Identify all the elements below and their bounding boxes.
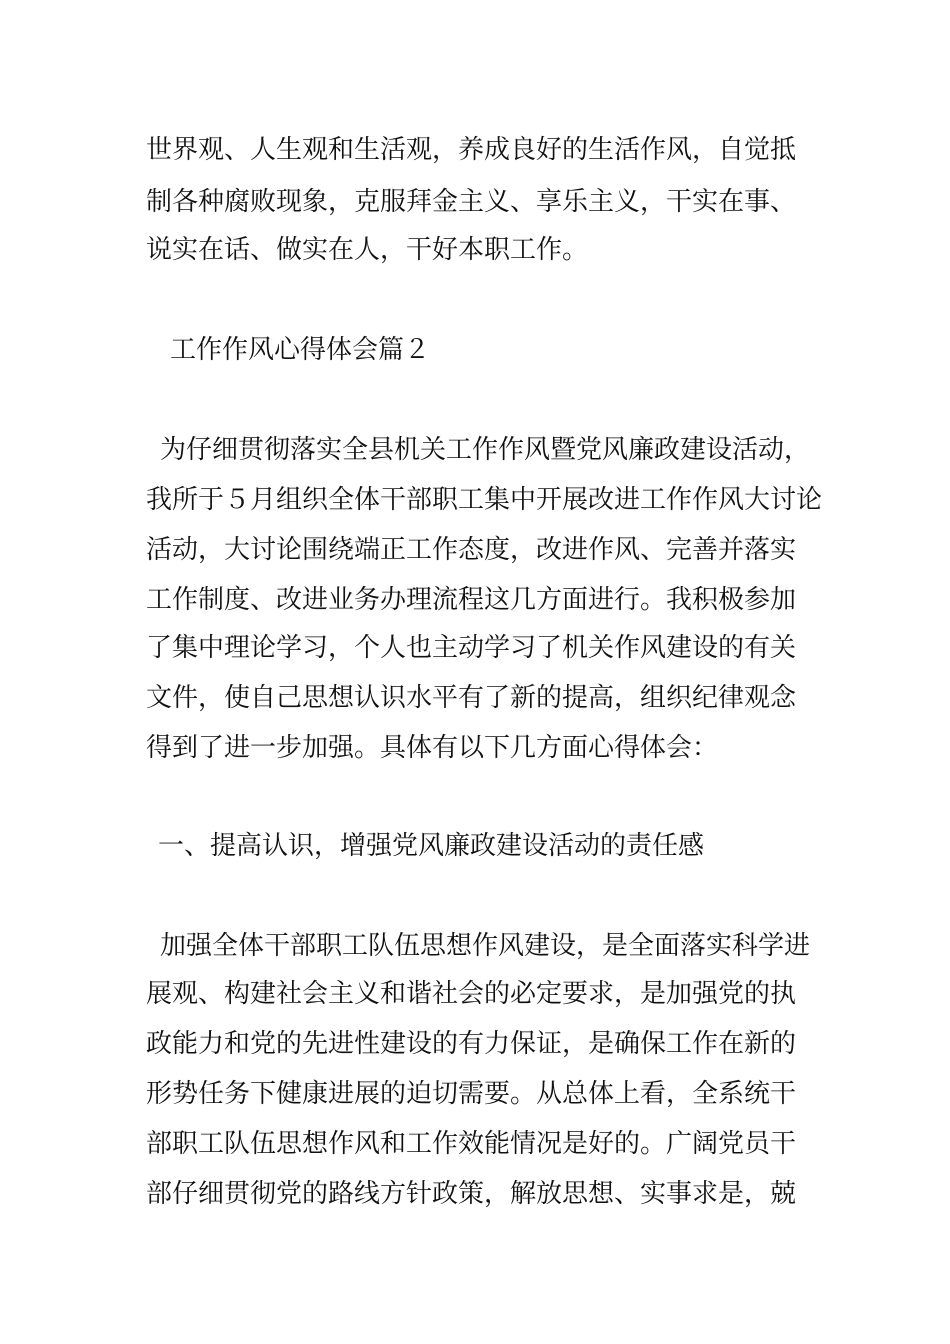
paragraph-line: 部职工队伍思想作风和工作效能情况是好的。广阔党员干 [146, 1129, 797, 1159]
paragraph-line: 加强全体干部职工队伍思想作风建设，是全面落实科学进 [160, 931, 811, 961]
paragraph-line: 展观、构建社会主义和谐社会的必定要求，是加强党的执 [146, 979, 797, 1009]
subheading: 一、提高认识，增强党风廉政建设活动的责任感 [158, 831, 705, 861]
paragraph-line: 得到了进一步加强。具体有以下几方面心得体会： [146, 733, 719, 763]
paragraph-line: 文件，使自己思想认识水平有了新的提高，组织纪律观念 [146, 683, 797, 713]
paragraph-line: 了集中理论学习，个人也主动学习了机关作风建设的有关 [146, 633, 797, 663]
paragraph-line: 工作制度、改进业务办理流程这几方面进行。我积极参加 [146, 585, 797, 615]
paragraph-line: 说实在话、做实在人，干好本职工作。 [146, 235, 589, 265]
paragraph-line: 形势任务下健康进展的迫切需要。从总体上看，全系统干 [146, 1079, 797, 1109]
section-title: 工作作风心得体会篇２ [170, 335, 431, 365]
paragraph-line: 我所于５月组织全体干部职工集中开展改进工作作风大讨论 [146, 485, 823, 515]
paragraph-line: 为仔细贯彻落实全县机关工作作风暨党风廉政建设活动， [160, 435, 811, 465]
paragraph-line: 世界观、人生观和生活观，养成良好的生活作风，自觉抵 [146, 135, 797, 165]
paragraph-line: 政能力和党的先进性建设的有力保证，是确保工作在新的 [146, 1029, 797, 1059]
paragraph-line: 制各种腐败现象，克服拜金主义、享乐主义，干实在事、 [146, 187, 797, 217]
paragraph-line: 部仔细贯彻党的路线方针政策，解放思想、实事求是，兢 [146, 1179, 797, 1209]
paragraph-line: 活动，大讨论围绕端正工作态度，改进作风、完善并落实 [146, 535, 797, 565]
